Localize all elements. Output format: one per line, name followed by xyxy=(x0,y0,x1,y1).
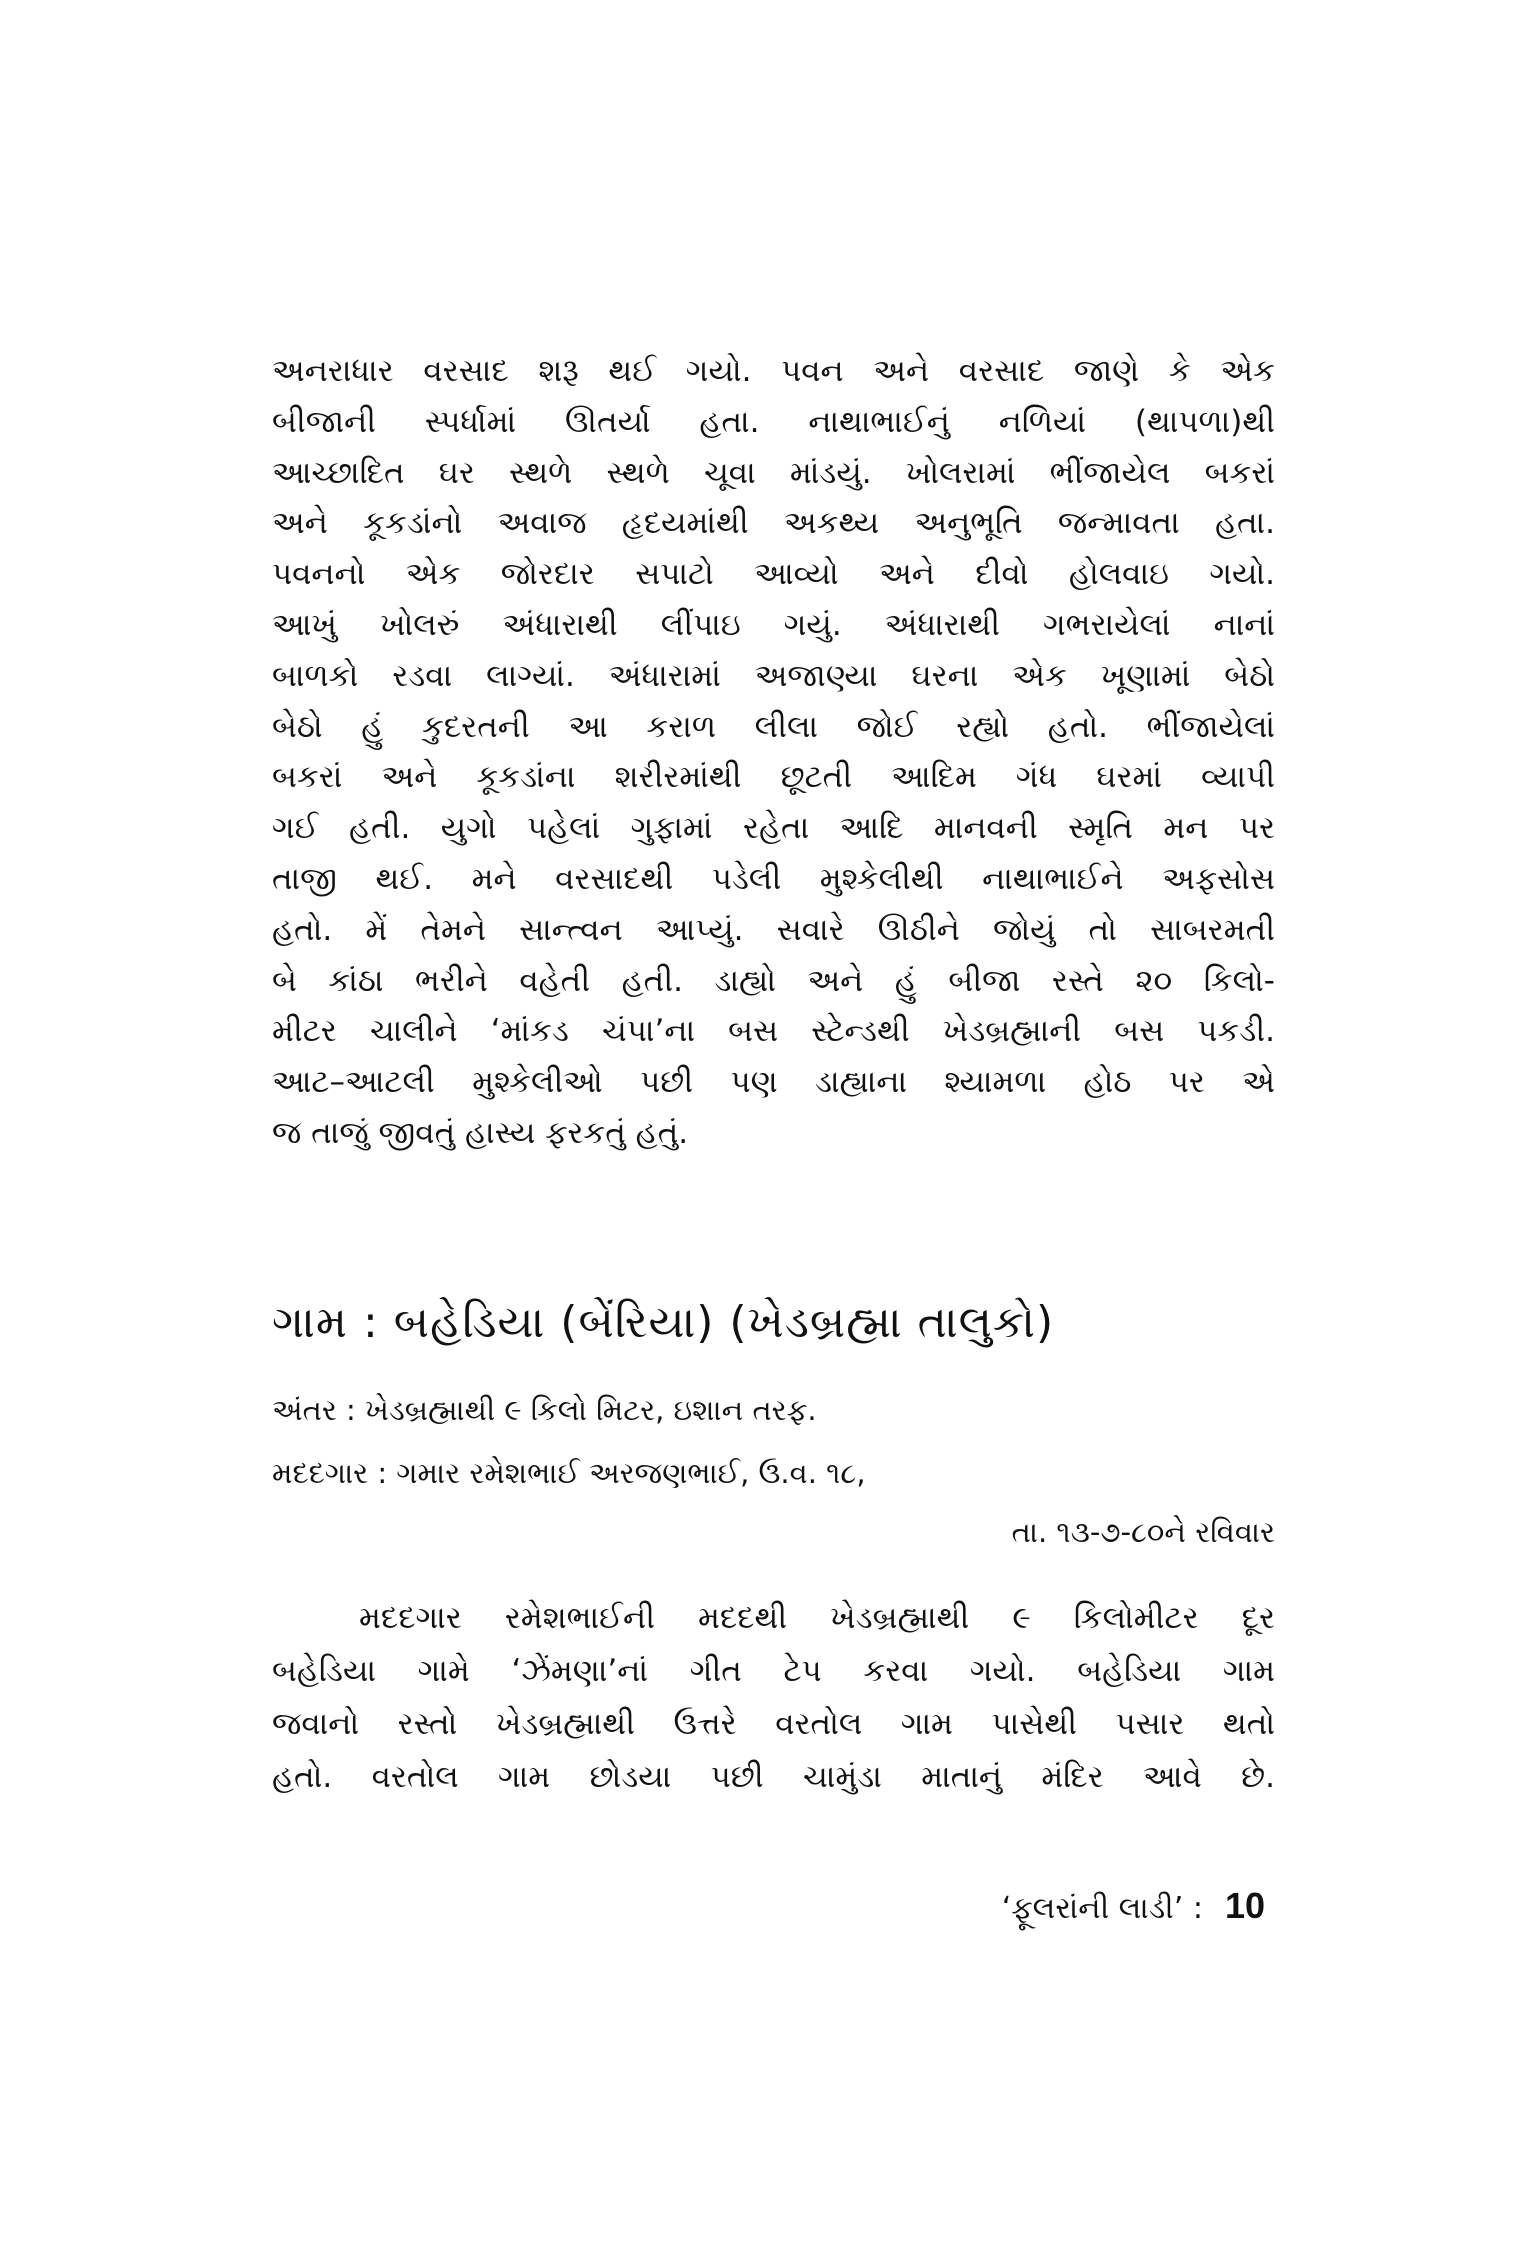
text-line: બીજાની સ્પર્ધામાં ઊતર્યા હતા. નાથાભાઈનું નળિયાં (થાપળા)થી xyxy=(272,403,1275,440)
text-line: મીટર ચાલીને ‘માંકડ ચંપા’ના બસ સ્ટેન્ડથી ખેડબ્રહ્માની બસ પકડી. xyxy=(272,1013,1275,1050)
text-line: ગઈ હતી. યુગો પહેલાં ગુફામાં રહેતા આદિ માનવની સ્મૃતિ મન પર xyxy=(272,810,1275,847)
text-line: અનરાધાર વરસાદ શરૂ થઈ ગયો. પવન અને વરસાદ જાણે કે એક xyxy=(272,353,1275,389)
text-line: જ તાજું જીવતું હાસ્ય ફરકતું હતું. xyxy=(272,1114,689,1151)
text-line: તાજી થઈ. મને વરસાદથી પડેલી મુશ્કેલીથી નાથાભાઈને અફસોસ xyxy=(272,860,1275,897)
text-line: બે કાંઠા ભરીને વહેતી હતી. ડાહ્યો અને હું બીજા રસ્તે ૨૦ કિલો- xyxy=(272,962,1275,999)
page-footer xyxy=(272,1878,1265,1934)
section-heading: ગામ : બહેડિયા (બેંરિયા) (ખેડબ્રહ્મા તાલુકો) xyxy=(272,1297,1055,1348)
text-line: પવનનો એક જોરદાર સપાટો આવ્યો અને દીવો હોલવાઇ ગયો. xyxy=(272,556,1275,593)
paragraph-1 xyxy=(272,346,1275,1159)
text-line: મદદગાર રમેશભાઈની મદદથી ખેડબ્રહ્માથી ૯ કિલોમીટર દૂર xyxy=(359,1600,1275,1636)
text-line: જવાનો રસ્તો ખેડબ્રહ્માથી ઉત્તરે વરતોલ ગામ પાસેથી પસાર થતો xyxy=(272,1706,1275,1742)
text-line: આખું ખોલરું અંધારાથી લીંપાઇ ગયું. અંધારાથી ગભરાયેલાં નાનાં xyxy=(272,606,1275,643)
page-number: 10 xyxy=(1224,1885,1265,1926)
text-line: હતો. મેં તેમને સાન્ત્વન આપ્યું. સવારે ઊઠીને જોયું તો સાબરમતી xyxy=(272,911,1275,948)
text-line: હતો. વરતોલ ગામ છોડયા પછી ચામુંડા માતાનું મંદિર આવે છે. xyxy=(272,1759,1275,1795)
text-line: અને કૂકડાંનો અવાજ હૃદયમાંથી અકથ્ય અનુભૂતિ જન્માવતા હતા. xyxy=(272,505,1275,542)
text-line: બેઠો હું કુદરતની આ કરાળ લીલા જોઈ રહ્યો હતો. ભીંજાયેલાં xyxy=(272,708,1275,745)
helper-line: મદદગાર : ગમાર રમેશભાઈ અરજણભાઈ, ઉ.વ. ૧૮, xyxy=(272,1456,866,1490)
text-line: બકરાં અને કૂકડાંના શરીરમાંથી છૂટતી આદિમ ગંધ ઘરમાં વ્યાપી xyxy=(272,759,1275,796)
book-title: ‘ફૂલરાંની લાડી’ : xyxy=(1001,1891,1203,1926)
text-line: આચ્છાદિત ઘર સ્થળે સ્થળે ચૂવા માંડયું. ખોલરામાં ભીંજાયેલ બકરાં xyxy=(272,454,1275,491)
paragraph-2 xyxy=(272,1592,1275,1804)
date-line: તા. ૧૩-૭-૮૦ને રવિવાર xyxy=(1011,1515,1275,1549)
text-line: આટ–આટલી મુશ્કેલીઓ પછી પણ ડાહ્યાના શ્યામળા હોઠ પર એ xyxy=(272,1064,1275,1101)
text-line: બહેડિયા ગામે ‘ઝેંમણા’નાં ગીત ટેપ કરવા ગયો. બહેડિયા ગામ xyxy=(272,1653,1275,1689)
text-line: બાળકો રડવા લાગ્યાં. અંધારામાં અજાણ્યા ઘરના એક ખૂણામાં બેઠો xyxy=(272,657,1275,694)
distance-line: અંતર : ખેડબ્રહ્માથી ૯ કિલો મિટર, ઇશાન તરફ. xyxy=(272,1393,817,1427)
